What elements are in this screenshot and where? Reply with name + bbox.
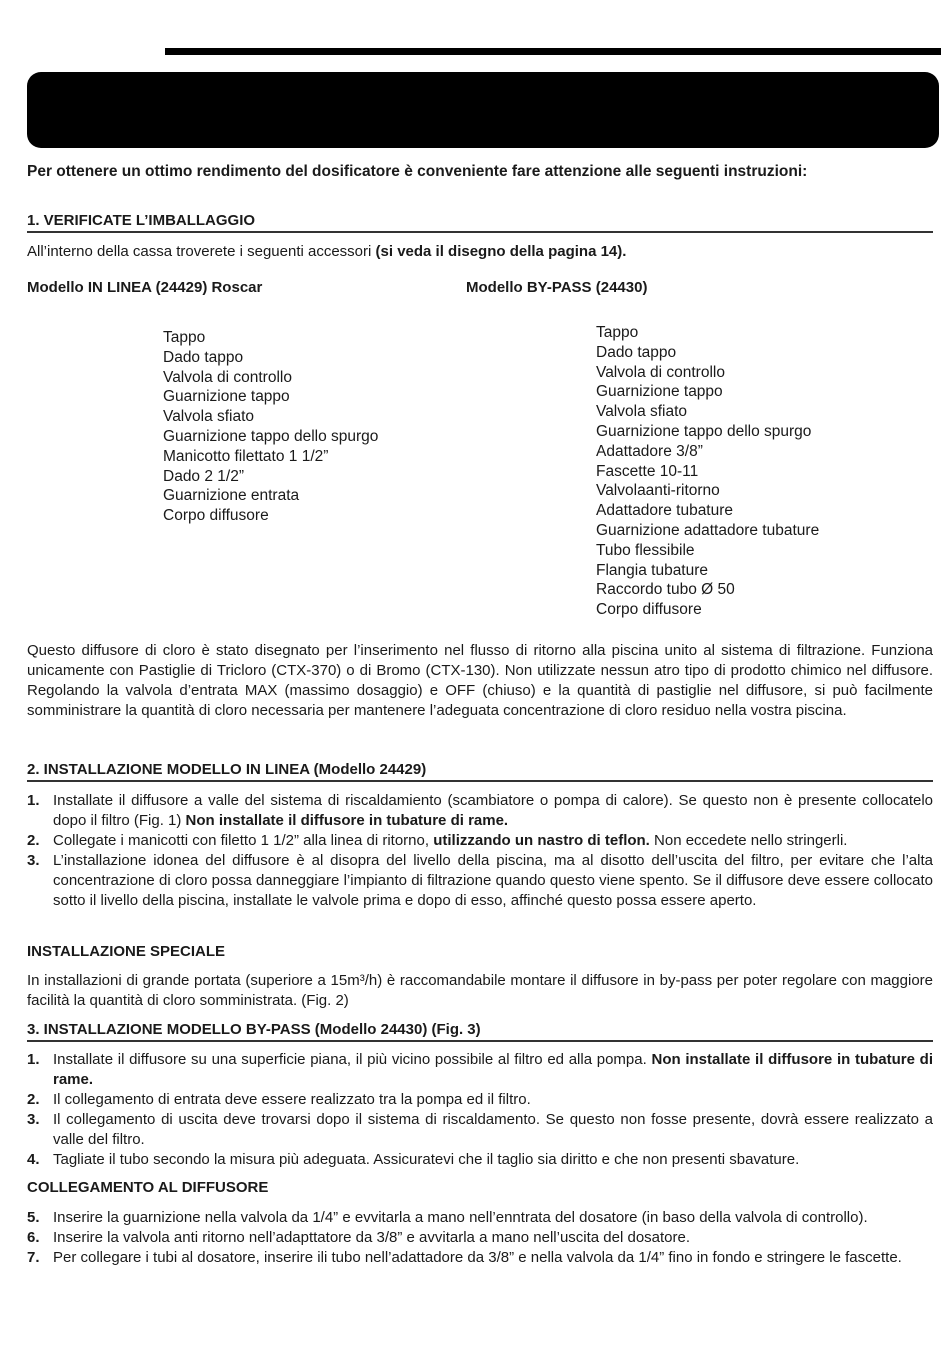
part-item: Flangia tubature: [596, 561, 709, 579]
step-item: [27, 1150, 933, 1170]
step-text: Collegate i manicotti con filetto 1 1/2” alla linea di ritorno,: [53, 832, 434, 849]
step-number: 3.: [27, 852, 40, 869]
part-item: Guarnizione tappo: [596, 383, 723, 401]
section1-lead-text: All’interno della cassa troverete i seguenti accessori: [27, 243, 376, 260]
step-bold-text: utilizzando un nastro di teflon.: [433, 832, 650, 849]
section1-lead-bold: (si veda il disegno della pagina 14).: [375, 243, 627, 260]
step-number: 2.: [27, 832, 40, 849]
part-item: Valvola di controllo: [596, 363, 725, 381]
section3-heading: 3. INSTALLAZIONE MODELLO BY-PASS (Modello 24430) (Fig. 3): [27, 1021, 933, 1042]
step-item: [27, 791, 933, 831]
section2-heading: 2. INSTALLAZIONE MODELLO IN LINEA (Modello 24429): [27, 761, 933, 782]
step-number: 2.: [27, 1091, 40, 1108]
section3-steps: [27, 1050, 933, 1170]
section1-heading: 1. VERIFICATE L’IMBALLAGGIO: [27, 212, 933, 233]
section1-lead: [27, 242, 933, 262]
step-text: Il collegamento di entrata deve essere realizzato tra la pompa ed il filtro.: [53, 1091, 531, 1108]
part-item: Valvola di controllo: [163, 368, 292, 386]
part-item: Valvola sfiato: [596, 403, 688, 421]
step-item: [27, 1208, 933, 1228]
step-text: Installate il diffusore a valle del sistema di riscaldamiento (scambiatore o pompa di calore). Se questo non è presente collocatelo dopo il filtro (Fig. 1): [53, 792, 933, 829]
step-text: Inserire la guarnizione nella valvola da 1/4” e evvitarla a mano nell’enntrata del dosatore (in baso della valvola di controllo).: [53, 1209, 868, 1226]
step-bold-text: Non installate il diffusore in tubature di rame.: [185, 812, 509, 829]
step-number: 6.: [27, 1229, 40, 1246]
part-item: Tappo: [163, 329, 206, 346]
part-item: Manicotto filettato 1 1/2”: [163, 447, 329, 465]
part-item: Dado tappo: [163, 348, 244, 366]
part-item: Corpo diffusore: [596, 601, 702, 619]
model-inline-title: Modello IN LINEA (24429) Roscar: [27, 279, 263, 296]
part-item: Guarnizione tappo dello spurgo: [596, 422, 812, 440]
part-item: Guarnizione tappo dello spurgo: [163, 427, 379, 445]
step-item: [27, 1228, 933, 1248]
step-number: 7.: [27, 1249, 40, 1266]
step-item: [27, 831, 933, 851]
part-item: Adattadore tubature: [596, 502, 734, 520]
step-number: 1.: [27, 1051, 40, 1068]
intro-text: Per ottenere un ottimo rendimento del dosificatore è conveniente fare attenzione alle seguenti instruzioni:: [27, 163, 808, 180]
step-number: 4.: [27, 1151, 40, 1168]
part-item: Guarnizione tappo: [163, 388, 290, 406]
step-text: Installate il diffusore su una superficie piana, il più vicino possibile al filtro ed alla pompa.: [53, 1051, 652, 1068]
part-item: Adattadore 3/8”: [596, 442, 703, 460]
part-item: Guarnizione adattadore tubature: [596, 521, 820, 539]
step-text: Per collegare i tubi al dosatore, inserire ili tubo nell’adattadore da 3/8” e nella valvola da 1/4” fino in fondo e stringere le fascette.: [53, 1249, 902, 1266]
step-item: [27, 851, 933, 911]
step-number: 3.: [27, 1111, 40, 1128]
step-text: Tagliate il tubo secondo la misura più adeguata. Assicuratevi che il taglio sia diritto e che non presenti sbavature.: [53, 1151, 800, 1168]
part-item: Dado tappo: [596, 343, 677, 361]
special-heading: INSTALLAZIONE SPECIALE: [27, 943, 226, 960]
step-item: [27, 1110, 933, 1150]
top-rule: [165, 48, 941, 55]
part-item: Valvola sfiato: [163, 408, 255, 426]
step-number: 1.: [27, 792, 40, 809]
step-text: L’installazione idonea del diffusore è al disopra del livello della piscina, ma al disotto dell’uscita del filtro, per evitare che l’alta concentrazione di cloro possa danneggiare l’impianto di filtrazione quando questo viene spento. Se il diffusore deve essere collocato sotto il livello della piscina, installate le valvole prima e dopo di esso, affinché questo possa essere aperto.: [53, 852, 933, 909]
step-item: [27, 1050, 933, 1090]
part-item: Guarnizione entrata: [163, 487, 300, 505]
step-item: [27, 1090, 933, 1110]
step-item: [27, 1248, 933, 1268]
step-number: 5.: [27, 1209, 40, 1226]
part-item: Raccordo tubo Ø 50: [596, 581, 735, 599]
part-item: Fascette 10-11: [596, 462, 699, 480]
connection-heading: COLLEGAMENTO AL DIFFUSORE: [27, 1179, 269, 1196]
model-bypass-parts: [596, 323, 819, 620]
part-item: Tubo flessibile: [596, 541, 695, 559]
description: Questo diffusore di cloro è stato disegnato per l’inserimento nel flusso di ritorno alla piscina unito al sistema di filtrazione. Funziona unicamente con Pastiglie di Tricloro (CTX-370) o di Bromo (CTX-130). Non utilizzate nessun atro tipo di prodotto chimico nel diffusore. Regolando la valvola d’entrata MAX (massimo dosaggio) e OFF (chiuso) e la quantità di pastiglie nel diffusore, si può facilmente somministrare la quantità di cloro necessaria per mantenere l’adeguata concentrazione di cloro residuo nella vostra piscina.: [27, 642, 933, 719]
model-inline-parts: [163, 328, 378, 526]
step-text: Il collegamento di uscita deve trovarsi dopo il sistema di riscaldamento. Se questo non fosse presente, dovrà essere realizzato a valle del filtro.: [53, 1111, 933, 1148]
step-bold-text: Non installate il diffusore in tubature di rame.: [53, 1051, 933, 1088]
part-item: Tappo: [596, 324, 639, 341]
section2-steps: [27, 791, 933, 911]
part-item: Valvolaanti-ritorno: [596, 482, 720, 500]
connection-steps: [27, 1208, 933, 1268]
step-text-after: Non eccedete nello stringerli.: [649, 832, 848, 849]
step-text: Inserire la valvola anti ritorno nell’adapttatore da 3/8” e avvitarla a mano nell’uscita del dosatore.: [53, 1229, 691, 1246]
special-text: In installazioni di grande portata (superiore a 15m³/h) è raccomandabile montare il diffusore in by-pass per poter regolare con maggiore facilità la quantità di cloro somministrata. (Fig. 2): [27, 972, 933, 1009]
title-banner: [27, 72, 939, 148]
model-bypass-title: Modello BY-PASS (24430): [466, 279, 648, 296]
part-item: Corpo diffusore: [163, 507, 269, 525]
part-item: Dado 2 1/2”: [163, 467, 244, 485]
